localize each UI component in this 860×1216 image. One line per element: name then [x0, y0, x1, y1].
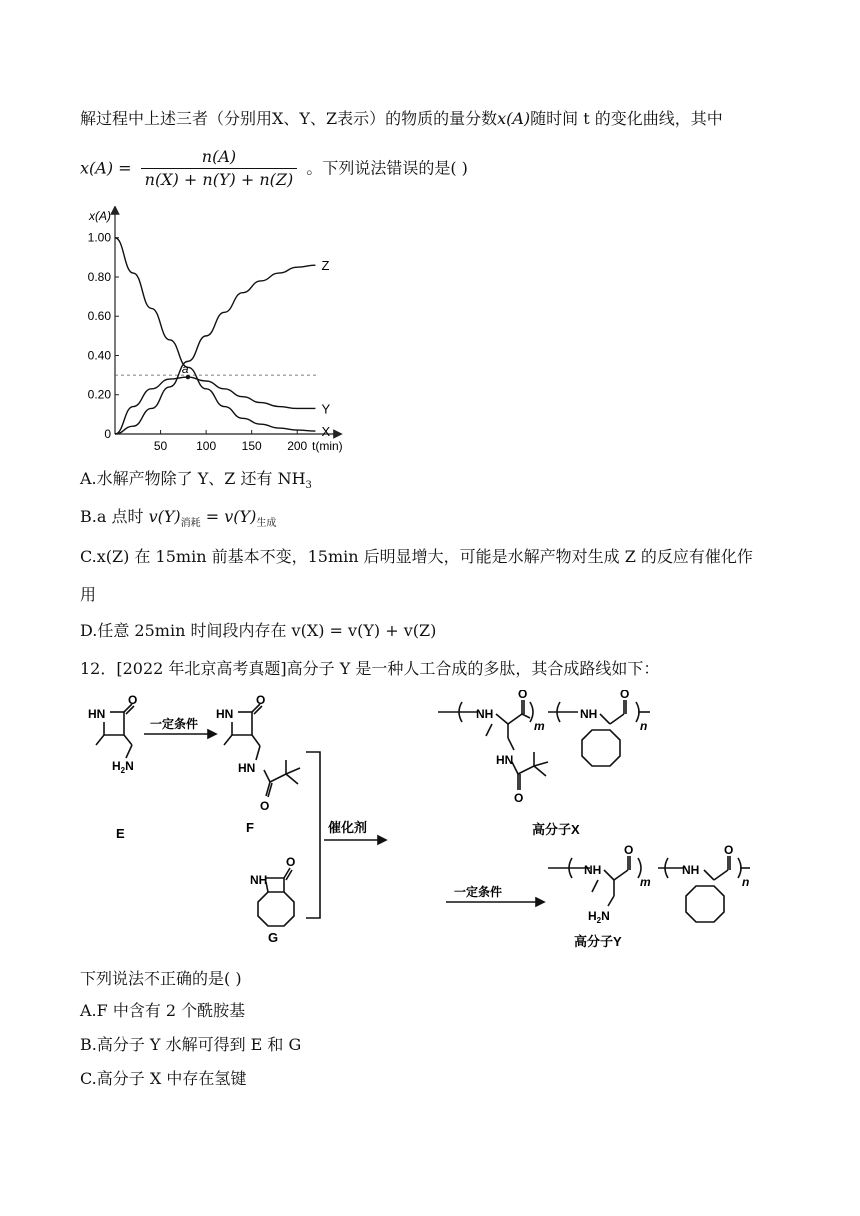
- label-e: E: [116, 826, 125, 841]
- x-n-label: n: [640, 719, 648, 733]
- x-m-label: m: [534, 719, 545, 733]
- y-axis-label: x(A): [89, 209, 111, 223]
- f-hn-label: HN: [216, 707, 234, 721]
- q12-ask: 下列说法不正确的是( ): [80, 969, 242, 988]
- f-hn2-label: HN: [238, 761, 256, 775]
- y-tick-label: 0.80: [87, 269, 111, 284]
- formula-tail: 。下列说法错误的是( ): [306, 158, 468, 178]
- synthesis-route-diagram: [78, 690, 778, 960]
- x-tick-label: 100: [196, 439, 217, 453]
- y-n-label: n: [742, 875, 750, 889]
- intro-line-1: 解过程中上述三者（分别用X、Y、Z表示）的物质的量分数x(A)随时间 t 的变化曲线，其中: [80, 109, 723, 128]
- f-o2-label: O: [260, 799, 270, 813]
- x-o-label-2: O: [620, 690, 630, 701]
- e-o-label: O: [128, 693, 138, 707]
- q12-option-b: B.高分子 Y 水解可得到 E 和 G: [80, 1035, 302, 1054]
- catalyst-label: 催化剂: [328, 820, 368, 835]
- q12-stem: 12．[2022 年北京高考真题]高分子 Y 是一种人工合成的多肽，其合成路线如下：: [80, 659, 660, 678]
- y-nh-label-2: NH: [682, 863, 700, 877]
- condition-1-label: 一定条件: [150, 717, 199, 731]
- condition-2-label: 一定条件: [454, 885, 503, 899]
- q11-option-b: B.a 点时 $v(Y)_{消耗} = v(Y)_{生成}$: [80, 507, 277, 530]
- xa-symbol: x(A): [497, 109, 531, 128]
- label-g: G: [268, 930, 279, 945]
- q11-option-d: D.任意 25min 时间段内存在 v(X) = v(Y) + v(Z): [80, 621, 437, 640]
- y-tick-label: 0.20: [87, 387, 111, 402]
- label-polymer-x: 高分子X: [532, 822, 580, 837]
- point-a-label: a: [181, 362, 189, 377]
- q12-option-c: C.高分子 X 中存在氢键: [80, 1069, 247, 1088]
- polymer-y-structure: [548, 856, 750, 922]
- label-polymer-y: 高分子Y: [574, 934, 622, 949]
- formula-lhs: x(A) =: [80, 158, 132, 178]
- series-label-y: Y: [321, 401, 331, 417]
- x-nh-label-1: NH: [476, 707, 494, 721]
- f-o-label: O: [256, 693, 266, 707]
- g-nh-label: NH: [250, 873, 268, 887]
- y-tick-label: 0.60: [87, 309, 111, 324]
- y-o-label-2: O: [724, 843, 734, 857]
- e-hn-label: HN: [88, 707, 106, 721]
- x-nh-label-2: NH: [580, 707, 598, 721]
- g-o-label: O: [286, 855, 296, 869]
- y-m-label: m: [640, 875, 651, 889]
- x-tick-label: 200: [287, 439, 308, 453]
- formula-numerator: n(A): [141, 148, 298, 169]
- formula-line: [80, 148, 468, 189]
- y-tick-label: 0: [104, 427, 111, 441]
- series-line-z: [115, 265, 315, 434]
- x-o-label-3: O: [514, 791, 524, 805]
- fraction-vs-time-chart: [75, 206, 345, 456]
- compound-f-structure: [224, 704, 300, 797]
- e-nh2-label: $H_2N$: [112, 759, 134, 775]
- q12-option-a: A.F 中含有 2 个酰胺基: [80, 1001, 246, 1020]
- y-o-label-1: O: [624, 843, 634, 857]
- x-tick-label: 50: [153, 439, 168, 453]
- formula-denominator: n(X) + n(Y) + n(Z): [144, 170, 294, 189]
- series-line-x: [115, 238, 315, 431]
- label-f: F: [246, 820, 254, 835]
- polymer-x-structure: [438, 700, 650, 790]
- y-tick-label: 1.00: [87, 230, 111, 245]
- y-nh-label-1: NH: [584, 863, 602, 877]
- q11-option-a: A.水解产物除了 Y、Z 还有 $NH_3$: [80, 469, 312, 492]
- y-tick-label: 0.40: [87, 348, 111, 363]
- x-o-label-1: O: [518, 690, 528, 701]
- formula-fraction: [141, 148, 298, 189]
- series-label-x: X: [321, 424, 331, 440]
- x-axis-label: t(min): [312, 439, 343, 453]
- y-nh2-label: $H_2N$: [588, 909, 610, 925]
- series-label-z: Z: [321, 258, 330, 274]
- series-line-y: [115, 377, 315, 434]
- x-tick-label: 150: [241, 439, 262, 453]
- q11-option-c-line2: 用: [80, 585, 97, 604]
- q11-option-c-line1: C.x(Z) 在 15min 前基本不变，15min 后明显增大，可能是水解产物对生成 Z 的反应有催化作: [80, 547, 753, 566]
- x-hn-label: HN: [496, 753, 514, 767]
